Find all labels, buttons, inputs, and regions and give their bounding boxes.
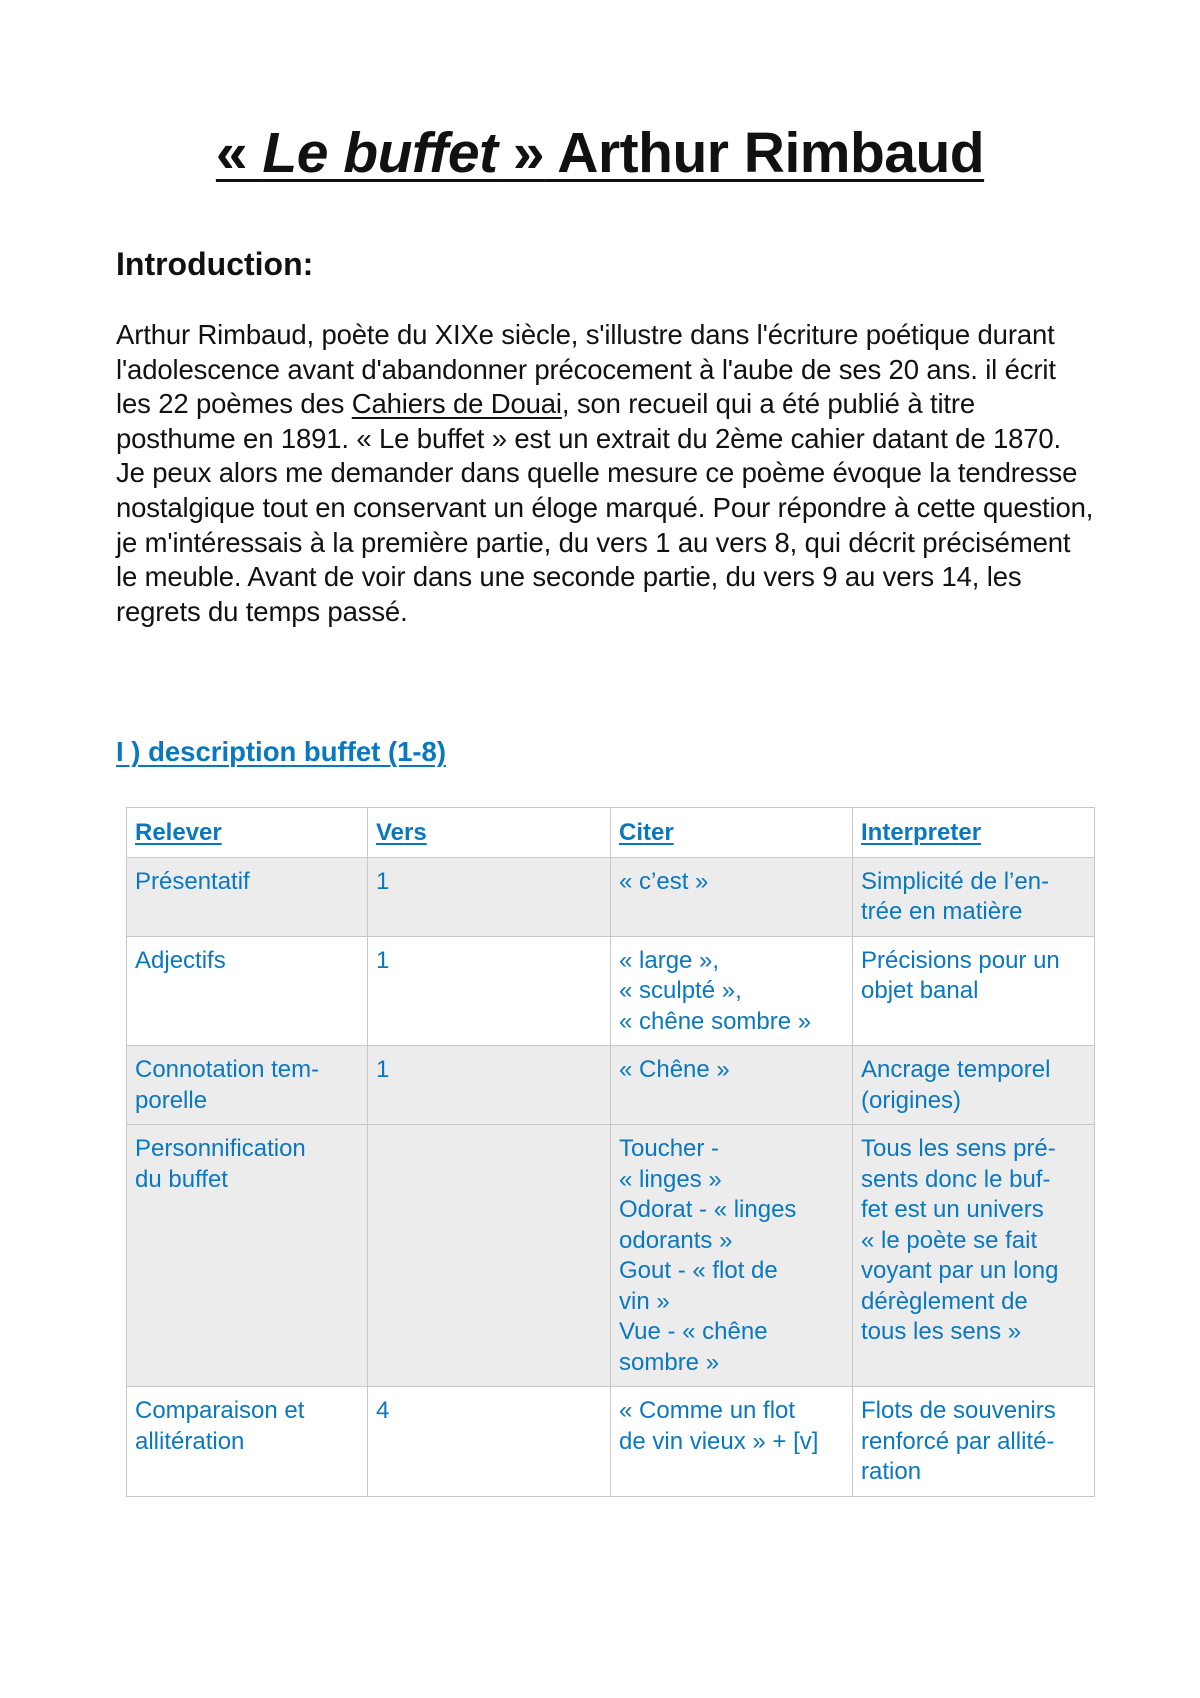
page-title bbox=[0, 118, 1200, 188]
title-open-quote: « bbox=[215, 121, 263, 185]
table-row bbox=[127, 1387, 1095, 1497]
cell-line: objet banal bbox=[861, 977, 979, 1004]
table-header-row bbox=[127, 808, 1095, 858]
cell-citer bbox=[611, 857, 853, 936]
cell-line: renforcé par allité- bbox=[861, 1427, 1055, 1455]
title-author: Arthur Rimbaud bbox=[544, 121, 985, 185]
cell-line: « Chêne » bbox=[619, 1056, 730, 1083]
cell-vers: 4 bbox=[368, 1387, 611, 1497]
title-close-quote: » bbox=[497, 121, 545, 185]
title-underlined-text bbox=[216, 121, 984, 185]
cell-line: « large », bbox=[619, 946, 720, 974]
section-heading-description: I ) description buffet (1-8) bbox=[116, 736, 446, 767]
table-row bbox=[127, 857, 1095, 936]
cell-citer bbox=[611, 1046, 853, 1125]
cell-line: sombre » bbox=[619, 1348, 720, 1376]
cell-citer bbox=[611, 936, 853, 1046]
cell-line: Présentatif bbox=[135, 867, 250, 895]
cell-line: du buffet bbox=[135, 1165, 228, 1193]
cell-relever bbox=[127, 1387, 368, 1497]
introduction-text-end: , son recueil qui a été publié à titre posthume en 1891. « Le buffet » est un extrait du 2ème cahier datant de 1870. Je peux alors me demander dans quelle mesure ce poème évoque la tendresse nostalgique tout en conservant un éloge marqué. Pour répondre à cette question, je m'intéressais à la première partie, du vers 1 au vers 8, qui décrit précisément le meuble. Avant de voir dans une seconde partie, du vers 9 au vers 14, les regrets du temps passé. bbox=[116, 388, 1094, 627]
analysis-table bbox=[126, 807, 1095, 1497]
cell-line: trée en matière bbox=[861, 898, 1023, 925]
cell-line: Ancrage temporel bbox=[861, 1056, 1051, 1083]
cell-interpreter bbox=[853, 936, 1095, 1046]
cell-line: sents donc le buf- bbox=[861, 1165, 1051, 1193]
cell-vers: 1 bbox=[368, 1046, 611, 1125]
cell-line: ration bbox=[861, 1458, 922, 1485]
cell-line: fet est un univers bbox=[861, 1196, 1044, 1223]
cell-interpreter bbox=[853, 1046, 1095, 1125]
introduction-paragraph bbox=[116, 318, 1096, 629]
cell-relever bbox=[127, 1046, 368, 1125]
cell-line: de vin vieux » + [v] bbox=[619, 1427, 819, 1455]
cell-line: Comparaison et bbox=[135, 1397, 305, 1424]
cell-interpreter bbox=[853, 1387, 1095, 1497]
cell-line: Flots de souvenirs bbox=[861, 1397, 1056, 1424]
cell-line: allitération bbox=[135, 1427, 245, 1455]
cell-interpreter bbox=[853, 857, 1095, 936]
cell-vers: 1 bbox=[368, 936, 611, 1046]
cell-line: (origines) bbox=[861, 1086, 962, 1114]
cell-line: dérèglement de bbox=[861, 1287, 1028, 1315]
cell-line: Toucher - bbox=[619, 1135, 720, 1162]
cell-vers bbox=[368, 1125, 611, 1387]
table-row bbox=[127, 1046, 1095, 1125]
cell-vers: 1 bbox=[368, 857, 611, 936]
table-row bbox=[127, 1125, 1095, 1387]
cell-line: vin » bbox=[619, 1287, 670, 1315]
book-title: Cahiers de Douai bbox=[351, 388, 562, 420]
table-row bbox=[127, 936, 1095, 1046]
cell-line: « Comme un flot bbox=[619, 1397, 796, 1424]
cell-line: Tous les sens pré- bbox=[861, 1135, 1056, 1162]
cell-citer bbox=[611, 1125, 853, 1387]
cell-line: Précisions pour un bbox=[861, 946, 1060, 974]
cell-line: « chêne sombre » bbox=[619, 1007, 812, 1035]
introduction-heading: Introduction: bbox=[116, 246, 314, 282]
cell-interpreter bbox=[853, 1125, 1095, 1387]
cell-relever bbox=[127, 936, 368, 1046]
column-header-relever: Relever bbox=[127, 808, 368, 858]
cell-line: Personnification bbox=[135, 1135, 306, 1162]
cell-relever bbox=[127, 857, 368, 936]
title-poem-name: Le buffet bbox=[262, 121, 498, 185]
cell-line: Adjectifs bbox=[135, 946, 226, 974]
cell-line: Gout - « flot de bbox=[619, 1257, 778, 1284]
column-header-citer: Citer bbox=[611, 808, 853, 858]
introduction-text-start: Arthur Rimbaud, poète du XIXe siècle, s'illustre dans l'écriture poétique durant l'adolescence avant d'abandonner précocement à l'aube de ses 20 ans. il écrit les 22 poèmes des bbox=[116, 319, 1056, 420]
column-header-vers: Vers bbox=[368, 808, 611, 858]
cell-line: Odorat - « linges bbox=[619, 1196, 797, 1223]
cell-line: « c’est » bbox=[619, 867, 709, 895]
cell-line: « le poète se fait bbox=[861, 1226, 1038, 1254]
cell-line: Vue - « chêne bbox=[619, 1318, 768, 1345]
cell-citer bbox=[611, 1387, 853, 1497]
cell-line: voyant par un long bbox=[861, 1257, 1059, 1284]
cell-line: tous les sens » bbox=[861, 1318, 1022, 1345]
cell-line: Connotation tem- bbox=[135, 1056, 320, 1083]
column-header-interpreter: Interpreter bbox=[853, 808, 1095, 858]
cell-line: odorants » bbox=[619, 1226, 733, 1254]
cell-line: « sculpté », bbox=[619, 977, 742, 1004]
cell-relever bbox=[127, 1125, 368, 1387]
cell-line: « linges » bbox=[619, 1165, 722, 1193]
cell-line: Simplicité de l’en- bbox=[861, 867, 1050, 895]
cell-line: porelle bbox=[135, 1086, 208, 1114]
